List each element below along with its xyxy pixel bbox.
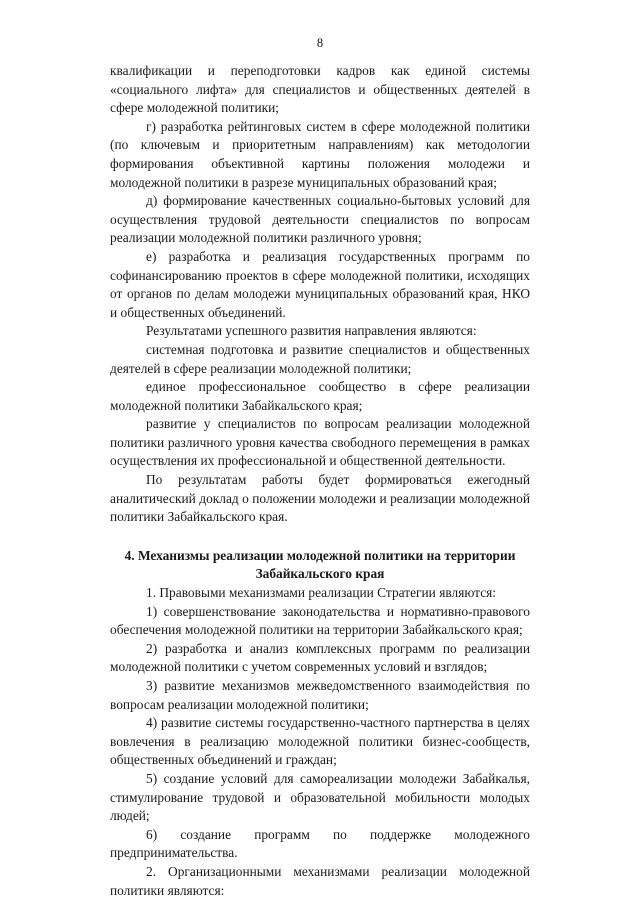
paragraph: е) разработка и реализация государственных программ по софинансированию проектов в сфере молодежной политики, исходящих от органов по делам молодежи муниципальных образований края, НКО и общественных объединений. [110,248,530,320]
paragraph: 6) создание программ по поддержке молодежного предпринимательства. [110,826,530,861]
paragraph: Результатами успешного развития направления являются: [146,323,477,339]
paragraph: квалификации и переподготовки кадров как единой системы «социального лифта» для специалистов и общественных деятелей в сфере молодежной политики; [110,63,530,116]
paragraph: 5) создание условий для самореализации молодежи Забайкалья, стимулирование трудовой и образовательной мобильности молодых людей; [110,770,530,824]
section-spacer [110,527,530,547]
paragraph: единое профессиональное сообщество в сфере реализации молодежной политики Забайкальского края; [110,379,530,413]
paragraph: системная подготовка и развитие специалистов и общественных деятелей в сфере реализации молодежной политики; [110,341,530,376]
page-number: 8 [316,36,324,50]
paragraph: г) разработка рейтинговых систем в сфере молодежной политики (по ключевым и приоритетным направлениям) как методологии формирования объективной картины положения молодежи и молодежной политики в разрезе муниципальных образований края; [110,118,530,190]
paragraph: развитие у специалистов по вопросам реализации молодежной политики различного уровня качества свободного перемещения в рамках осуществления их профессиональной и общественной деятельности. [110,416,530,469]
paragraph: 2) разработка и анализ комплексных программ по реализации молодежной политики с учетом современных условий и взглядов; [110,640,530,675]
page-content [110,62,530,900]
paragraph: 4) развитие системы государственно-частного партнерства в целях вовлечения в реализацию молодежной политики бизнес-сообществ, общественных объединений и граждан; [110,715,530,768]
paragraph: 1) совершенствование законодательства и нормативно-правового обеспечения молодежной политики на территории Забайкальского края; [110,603,530,638]
paragraph: По результатам работы будет формироваться ежегодный аналитический доклад о положении молодежи и реализации молодежной политики Забайкальского края. [110,472,530,525]
paragraph: 1. Правовыми механизмами реализации Стратегии являются: [146,585,497,601]
paragraph: д) формирование качественных социально-бытовых условий для осуществления трудовой деятельности специалистов по вопросам реализации молодежной политики различного уровня; [110,193,530,246]
paragraph: 3) развитие механизмов межведомственного взаимодействия по вопросам реализации молодежной политики; [110,678,530,712]
section-heading: 4. Механизмы реализации молодежной политики на территории Забайкальского края [124,547,516,582]
paragraph: 2. Организационными механизмами реализации молодежной политики являются: [110,863,530,898]
